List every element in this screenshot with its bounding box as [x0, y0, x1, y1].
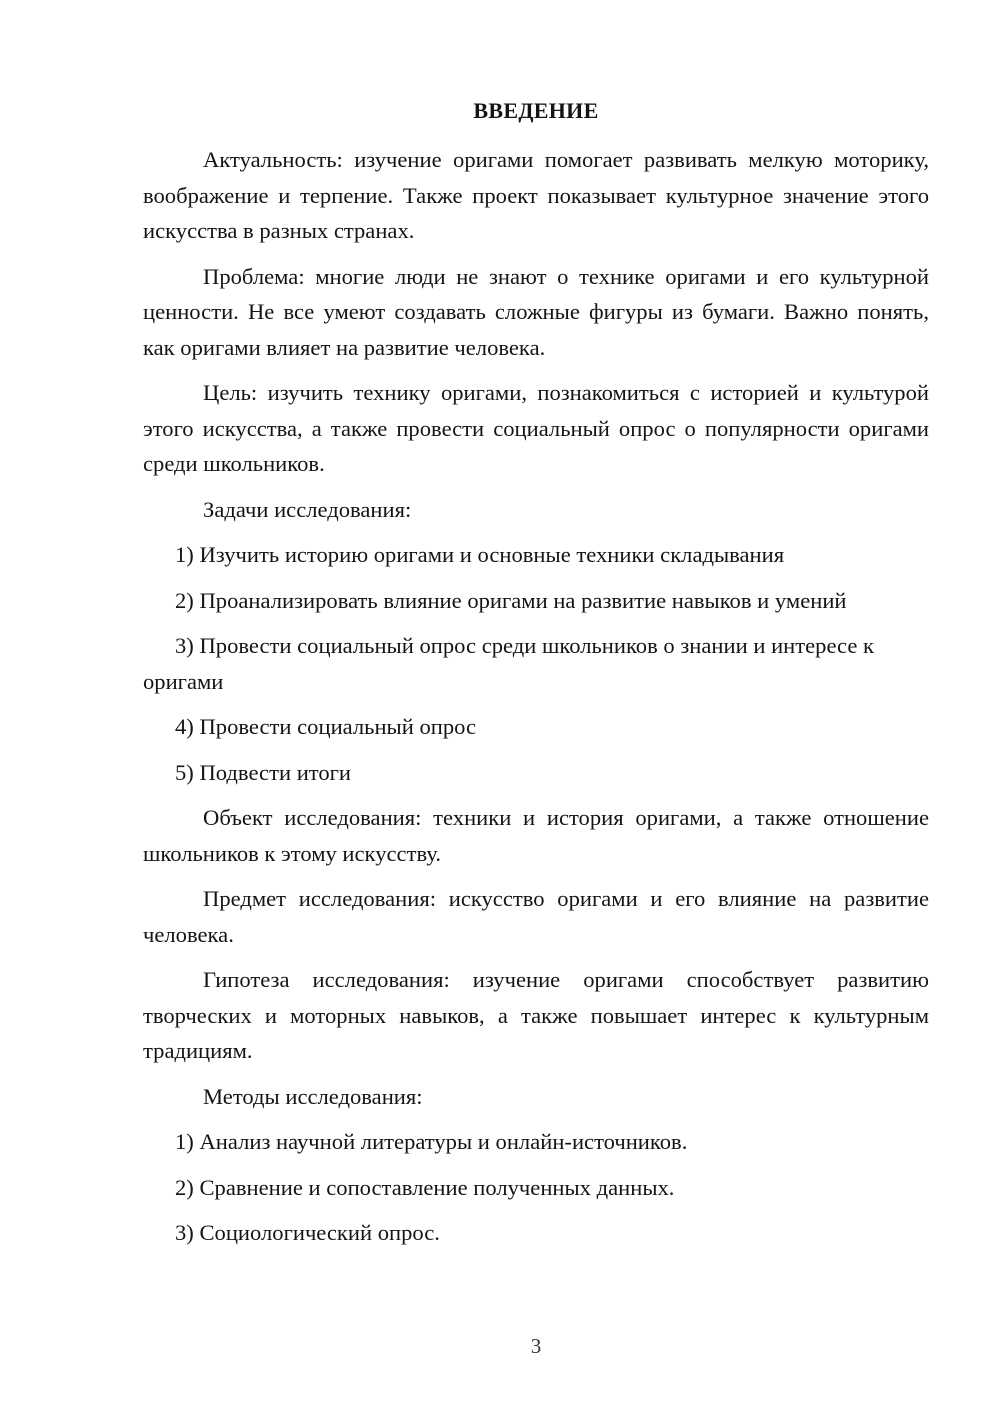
method-item: 1) Анализ научной литературы и онлайн-источников. — [175, 1129, 688, 1154]
subject-paragraph: Предмет исследования: искусство оригами и его влияние на развитие человека. — [143, 886, 929, 947]
page-title: ВВЕДЕНИЕ — [473, 98, 599, 123]
task-item: 1) Изучить историю оригами и основные техники складывания — [175, 542, 785, 567]
hypothesis-paragraph: Гипотеза исследования: изучение оригами способствует развитию творческих и моторных навыков, а также повышает интерес к культурным традициям. — [143, 967, 929, 1063]
object-paragraph: Объект исследования: техники и история оригами, а также отношение школьников к этому искусству. — [143, 805, 929, 866]
tasks-heading: Задачи исследования: — [203, 496, 412, 522]
page-number: 3 — [530, 1334, 542, 1358]
method-item: 2) Сравнение и сопоставление полученных данных. — [175, 1174, 675, 1200]
method-item: 3) Социологический опрос. — [175, 1220, 440, 1245]
document-body — [143, 142, 929, 1261]
problem-paragraph: Проблема: многие люди не знают о технике оригами и его культурной ценности. Не все умеют создавать сложные фигуры из бумаги. Важно понять, как оригами влияет на развитие человека. — [143, 263, 929, 360]
relevance-paragraph: Актуальность: изучение оригами помогает развивать мелкую моторику, воображение и терпение. Также проект показывает культурное значение этого искусства в разных странах. — [143, 147, 929, 243]
methods-heading: Методы исследования: — [203, 1083, 423, 1109]
goal-paragraph: Цель: изучить технику оригами, познакомиться с историей и культурой этого искусства, а также провести социальный опрос о популярности оригами среди школьников. — [143, 380, 929, 476]
task-item: 4) Провести социальный опрос — [175, 714, 477, 739]
task-item: 3) Провести социальный опрос среди школьников о знании и интересе к оригами — [143, 633, 874, 694]
task-item: 5) Подвести итоги — [175, 759, 352, 785]
task-item: 2) Проанализировать влияние оригами на развитие навыков и умений — [175, 587, 847, 613]
